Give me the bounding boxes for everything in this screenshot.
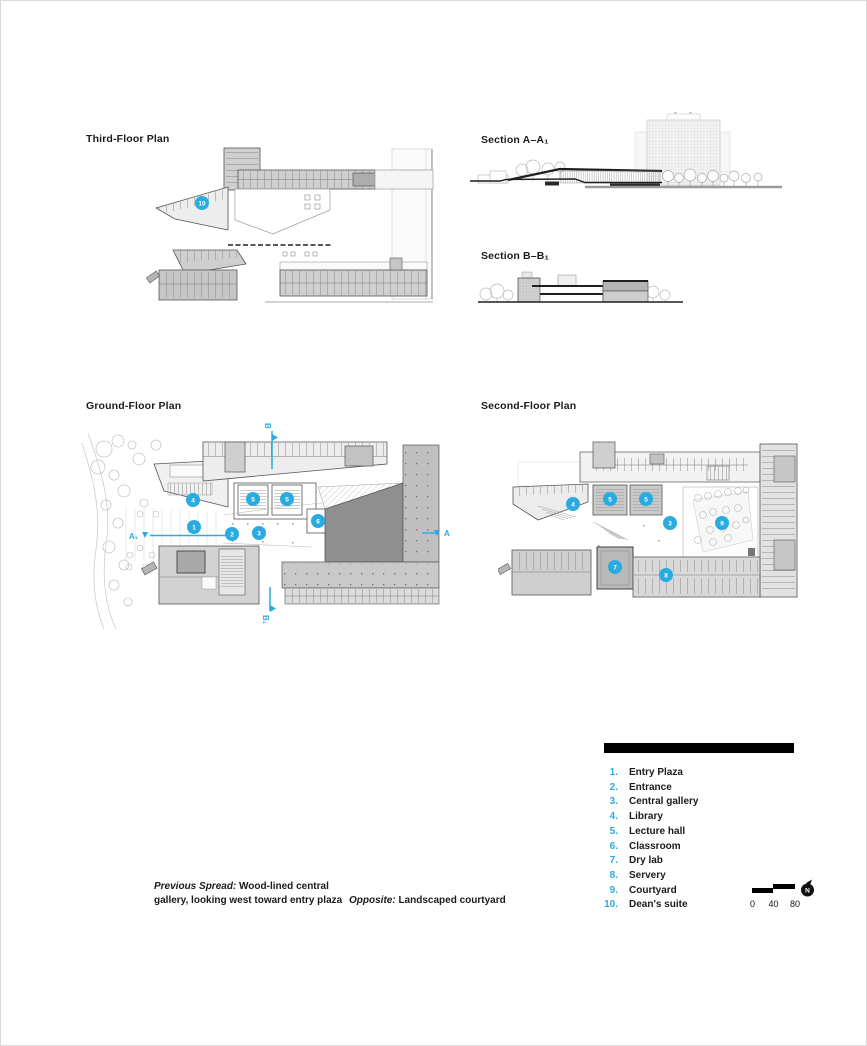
plan-marker-5a [603,492,617,506]
plan-marker-5a [246,492,260,506]
plan-marker-7 [608,560,622,574]
svg-text:B₁: B₁ [261,615,270,625]
north-arrow-icon [797,878,819,900]
svg-text:B: B [263,423,272,429]
svg-text:2: 2 [230,531,234,539]
svg-text:A₁: A₁ [128,532,138,541]
plan-marker-9 [715,516,729,530]
svg-text:5: 5 [251,496,255,504]
legend-item-label: Courtyard [629,884,677,896]
legend-item-number: 5. [609,825,618,837]
legend-item-number: 6. [609,840,618,852]
legend-item [604,810,800,825]
legend-item-number: 8. [609,869,618,881]
svg-text:3: 3 [668,520,672,528]
svg-text:0: 0 [749,899,756,909]
section-a-title: Section A–A₁ [481,134,549,146]
legend-item [604,781,800,796]
plan-marker-8 [659,568,673,582]
legend-item-number: 1. [609,767,618,778]
svg-text:1: 1 [192,524,196,532]
legend-item-number: 9. [609,884,618,896]
svg-text:80: 80 [789,899,801,909]
svg-text:3: 3 [257,530,261,538]
svg-text:N: N [805,887,810,895]
plan-marker-5b [639,492,653,506]
plan-marker-5b [280,492,294,506]
legend-item-label: Central gallery [629,796,699,808]
legend-item-number: 4. [609,811,618,823]
section-b-title: Section B–B₁ [481,250,549,262]
plan-marker-3 [663,516,677,530]
svg-text:10: 10 [198,200,206,208]
legend-item-number: 2. [609,781,618,793]
ground-floor-plan-title: Ground-Floor Plan [86,400,182,412]
legend-item-label: Servery [629,869,666,881]
plan-marker-6 [311,514,325,528]
svg-text:9: 9 [720,520,724,528]
legend-item-label: Entry Plaza [629,767,683,778]
section-a-drawing [470,112,782,194]
legend-item [604,854,800,869]
svg-text:4: 4 [571,501,575,509]
svg-text:6: 6 [316,518,320,526]
legend-item-label: Entrance [629,781,672,793]
legend-item [604,825,800,840]
svg-text:5: 5 [608,496,612,504]
plan-marker-2 [225,527,239,541]
svg-text:5: 5 [285,496,289,504]
svg-text:40: 40 [768,899,779,909]
svg-text:4: 4 [191,497,195,505]
caption-opposite: Opposite: Landscaped courtyard [349,895,506,906]
caption-prefix: Opposite: [349,895,396,906]
plan-marker-10 [195,196,209,210]
svg-text:8: 8 [664,572,668,580]
plan-marker-4 [186,493,200,507]
plan-marker-3 [252,526,266,540]
plan-marker-1 [187,520,201,534]
legend-item-number: 3. [609,796,618,808]
svg-text:5: 5 [644,496,648,504]
legend-item-label: Library [629,811,663,823]
legend-item [604,766,800,781]
legend-header-bar [604,743,794,753]
section-line-b1 [261,587,276,625]
second-floor-plan-drawing [498,420,798,610]
legend-item-number: 10. [604,899,618,911]
legend-item-label: Classroom [629,840,681,852]
svg-text:A: A [444,529,450,538]
legend-item-label: Dry lab [629,855,663,867]
caption-prefix: Previous Spread: [154,881,237,892]
caption-previous-spread: Previous Spread: Wood-lined central gallery, looking west toward entry plaza [154,881,343,906]
legend-item [604,795,800,810]
legend-item [604,840,800,855]
section-b-drawing [470,268,692,310]
third-floor-plan-title: Third-Floor Plan [86,133,170,145]
second-floor-plan-title: Second-Floor Plan [481,400,577,412]
plan-marker-4 [566,497,580,511]
third-floor-plan-drawing [145,146,447,314]
svg-text:7: 7 [613,564,617,572]
legend-item-label: Dean's suite [629,899,688,911]
ground-floor-plan-drawing [82,415,464,635]
legend-item-label: Lecture hall [629,825,686,837]
legend-item-number: 7. [609,855,618,867]
